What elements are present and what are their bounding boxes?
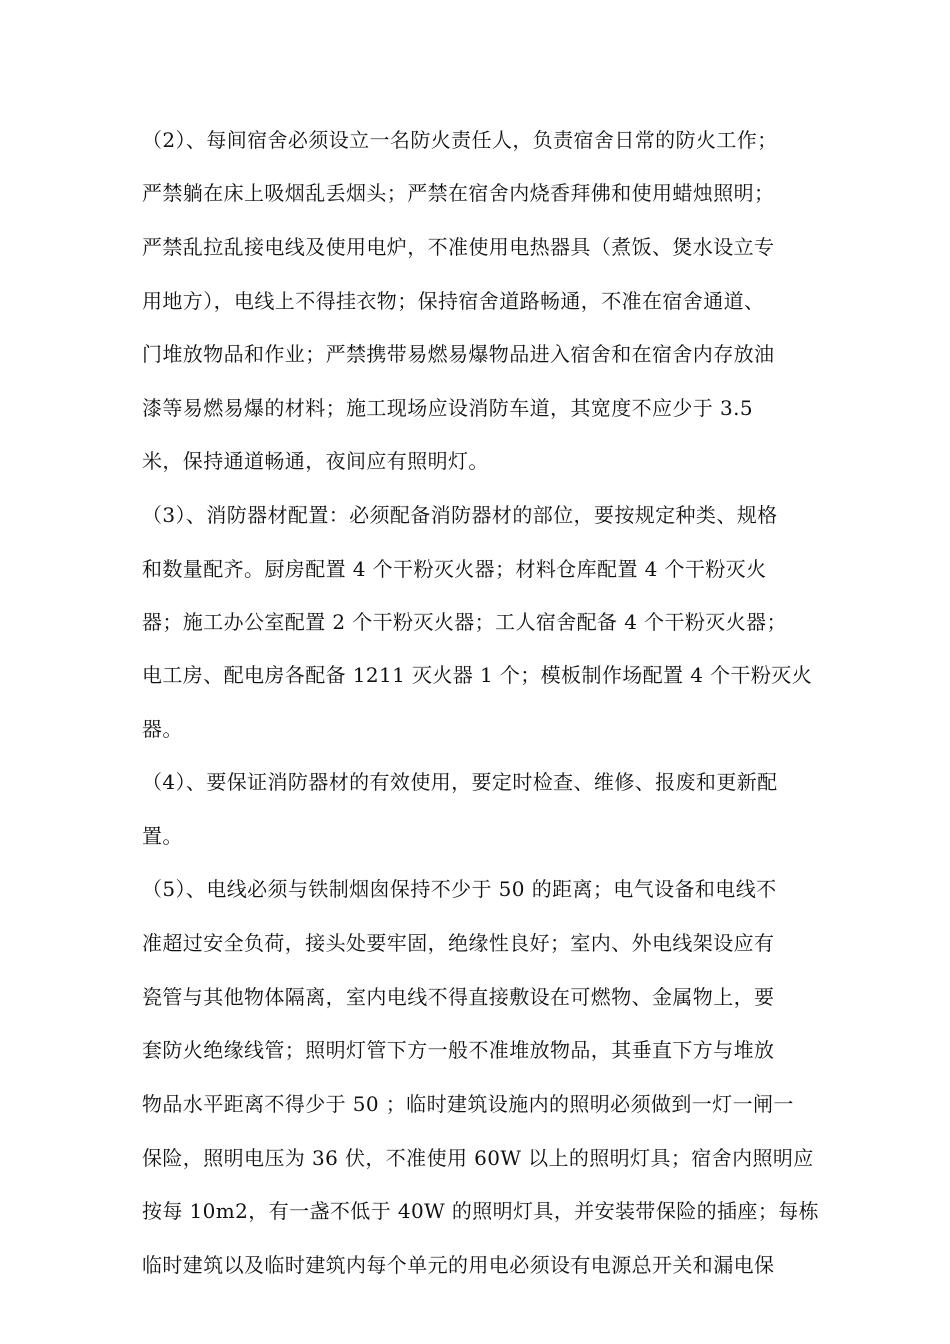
text-line: 按每 10m2，有一盏不低于 40W 的照明灯具，并安装带保险的插座；每栋 [142,1199,820,1223]
text-line: 套防火绝缘线管；照明灯管下方一般不准堆放物品，其垂直下方与堆放 [142,1038,775,1062]
text-line: 和数量配齐。厨房配置 4 个干粉灭火器；材料仓库配置 4 个干粉灭火 [142,557,767,581]
text-line: 器；施工办公室配置 2 个干粉灭火器；工人宿舍配备 4 个干粉灭火器； [142,610,787,634]
text-line: （3）、消防器材配置：必须配备消防器材的部位，要按规定种类、规格 [142,503,778,527]
text-line: 严禁乱拉乱接电线及使用电炉，不准使用电热器具（煮饭、煲水设立专 [142,235,775,259]
text-line: 物品水平距离不得少于 50 ；临时建筑设施内的照明必须做到一灯一闸一 [142,1092,794,1116]
text-line: （5）、电线必须与铁制烟囱保持不少于 50 的距离；电气设备和电线不 [142,877,777,901]
text-line: 保险，照明电压为 36 伏，不准使用 60W 以上的照明灯具；宿舍内照明应 [142,1146,814,1170]
text-line: 米，保持通道畅通，夜间应有照明灯。 [142,449,489,473]
text-line: 漆等易燃易爆的材料；施工现场应设消防车道，其宽度不应少于 3.5 [142,396,753,420]
text-line: （2）、每间宿舍必须设立一名防火责任人，负责宿舍日常的防火工作； [142,128,778,152]
text-line: 严禁躺在床上吸烟乱丢烟头；严禁在宿舍内烧香拜佛和使用蜡烛照明； [142,181,775,205]
text-line: 电工房、配电房各配备 1211 灭火器 1 个；模板制作场配置 4 个干粉灭火 [142,663,813,687]
text-line: 门堆放物品和作业；严禁携带易燃易爆物品进入宿舍和在宿舍内存放油 [142,342,775,366]
text-line: 用地方），电线上不得挂衣物；保持宿舍道路畅通，不准在宿舍通道、 [142,289,765,313]
text-line: 器。 [142,717,183,741]
text-line: 瓷管与其他物体隔离，室内电线不得直接敷设在可燃物、金属物上，要 [142,985,775,1009]
text-line: 临时建筑以及临时建筑内每个单元的用电必须设有电源总开关和漏电保 [142,1253,775,1277]
text-line: （4）、要保证消防器材的有效使用，要定时检查、维修、报废和更新配 [142,770,778,794]
text-line: 准超过安全负荷，接头处要牢固，绝缘性良好；室内、外电线架设应有 [142,931,775,955]
text-line: 置。 [142,824,183,848]
